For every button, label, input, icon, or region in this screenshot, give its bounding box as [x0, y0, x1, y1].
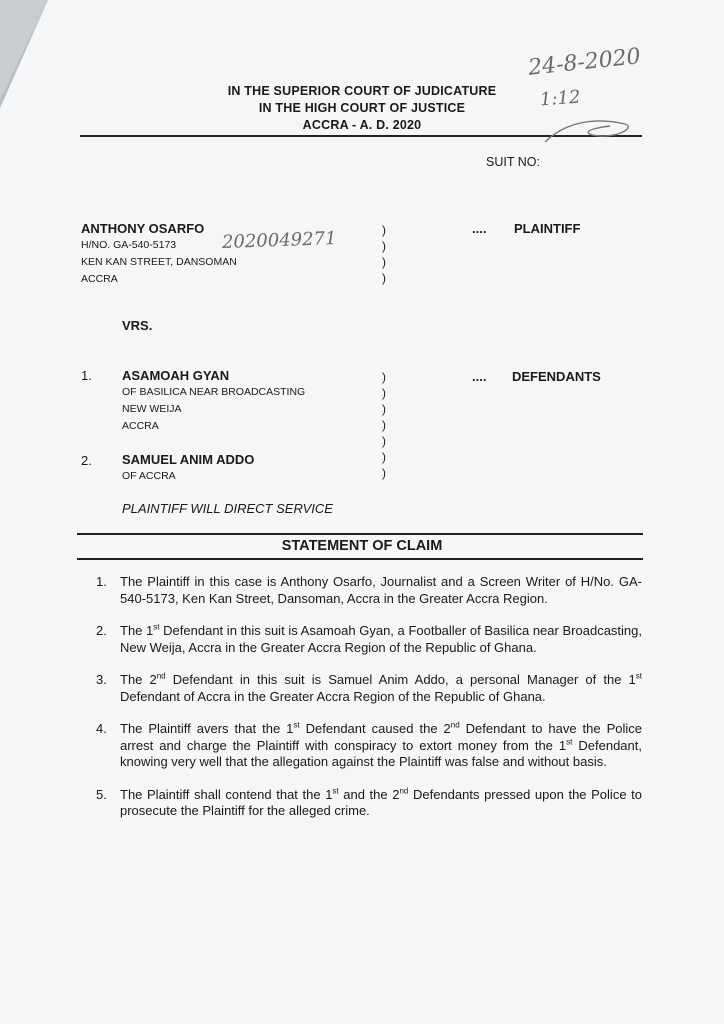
claims-list — [96, 574, 642, 836]
handwritten-date: 24-8-2020 — [527, 44, 642, 81]
claim-item: 5. The Plaintiff shall contend that the 1st and the 2nd Defendants pressed upon the Police to prosecute the Plaintiff for the alleged crime. — [96, 786, 642, 818]
plaintiff-name: ANTHONY OSARFO — [81, 221, 205, 236]
title-bottom-rule — [77, 558, 643, 560]
suit-number-label: SUIT NO: — [486, 155, 540, 169]
plaintiff-brackets: ) ) ) ) — [382, 223, 386, 285]
defendant-2-number: 2. — [81, 453, 92, 468]
claim-number: 2. — [96, 623, 107, 638]
defendant-2-address: OF ACCRA — [122, 470, 176, 482]
claim-text: The Plaintiff in this case is Anthony Osarfo, Journalist and a Screen Writer of H/No. GA-540-5173, Ken Kan Street, Dansoman, Accra in the Greater Accra Region. — [120, 574, 642, 606]
defendant-1-address-line1: OF BASILICA NEAR BROADCASTING — [122, 386, 306, 398]
defendant-1-name: ASAMOAH GYAN — [122, 368, 230, 383]
claim-item — [96, 574, 642, 607]
defendant-2-name: SAMUEL ANIM ADDO — [122, 452, 255, 467]
plaintiff-address-city: ACCRA — [81, 273, 118, 285]
statement-title: STATEMENT OF CLAIM — [281, 538, 443, 554]
plaintiff-address-house: H/NO. GA-540-5173 — [81, 239, 177, 251]
court-heading-line3: ACCRA - A. D. 2020 — [302, 118, 422, 132]
claim-number: 4. — [96, 721, 107, 736]
title-top-rule — [77, 533, 643, 535]
defendants-dots: .... — [472, 369, 487, 384]
plaintiff-address-street: KEN KAN STREET, DANSOMAN — [81, 256, 237, 268]
claim-number: 5. — [96, 786, 107, 802]
handwritten-phone: 2020049271 — [221, 228, 337, 253]
handwritten-time: 1:12 — [539, 86, 582, 111]
defendants-brackets: ) ) ) ) ) ) ) — [382, 370, 386, 480]
claim-item: 4. The Plaintiff avers that the 1st Defendant caused the 2nd Defendant to have the Police arrest and charge the Plaintiff with conspiracy to extort money from the 1st Defendant, knowing very well that the allegation against the Plaintiff was false and without basis. — [96, 720, 642, 769]
court-heading-line2: IN THE HIGH COURT OF JUSTICE — [258, 101, 466, 115]
claim-number: 3. — [96, 672, 107, 687]
defendant-1-address-line3: ACCRA — [122, 420, 159, 432]
claim-item: 3. The 2nd Defendant in this suit is Samuel Anim Addo, a personal Manager of the 1st Defendant of Accra in the Greater Accra Region of the Republic of Ghana. — [96, 671, 642, 704]
claim-item: 2. The 1st Defendant in this suit is Asamoah Gyan, a Footballer of Basilica near Broadcasting, New Weija, Accra in the Greater Accra Region of the Republic of Ghana. — [96, 622, 642, 655]
plaintiff-dots: .... — [472, 221, 487, 236]
service-note: PLAINTIFF WILL DIRECT SERVICE — [122, 501, 333, 516]
handwritten-signature — [540, 112, 640, 152]
plaintiff-role: PLAINTIFF — [514, 221, 581, 236]
court-heading-line1: IN THE SUPERIOR COURT OF JUDICATURE — [227, 84, 497, 98]
claim-number: 1. — [96, 574, 107, 589]
defendants-role: DEFENDANTS — [512, 369, 601, 384]
versus-label: VRS. — [122, 318, 153, 333]
defendant-1-number: 1. — [81, 368, 92, 383]
defendant-1-address-line2: NEW WEIJA — [122, 403, 182, 415]
